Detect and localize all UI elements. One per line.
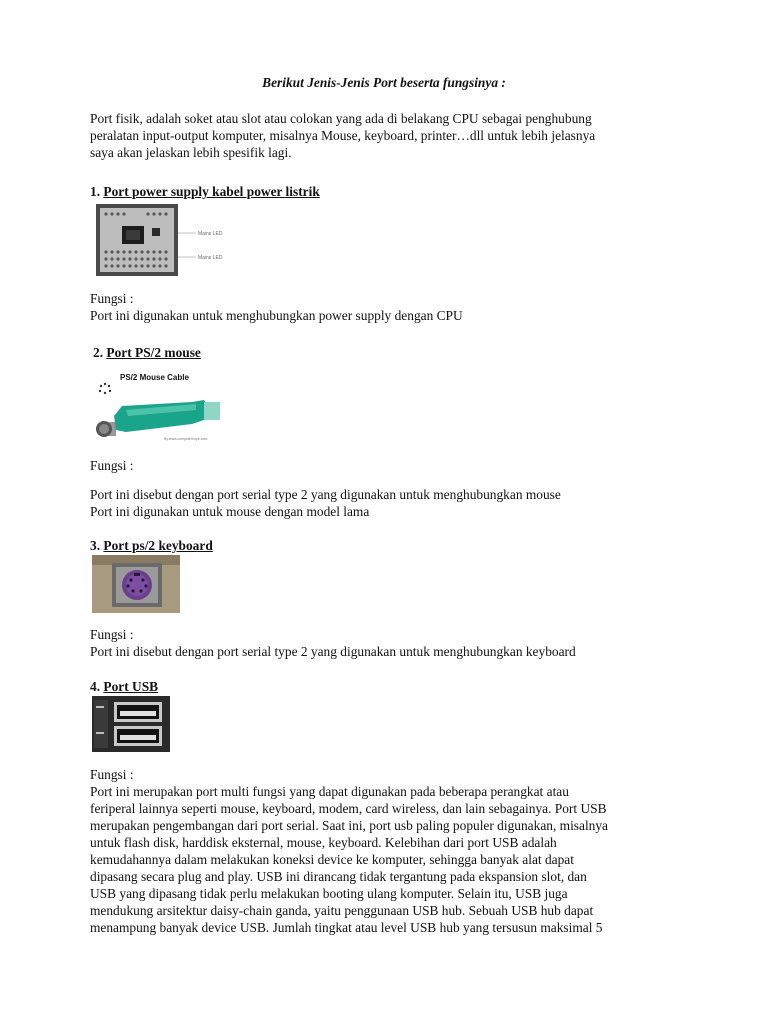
document-title: Berikut Jenis-Jenis Port beserta fungsinya : (262, 75, 506, 90)
image-label: Mains LED (198, 255, 223, 261)
ps2-keyboard-port-image (92, 555, 180, 613)
ps2-mouse-cable-image (92, 366, 220, 444)
body-line: dipasang secara plug and play. USB ini dirancang tidak tergantung pada ekspansion slot, dan (90, 869, 587, 884)
section-2-fungsi (90, 457, 690, 474)
intro-line: Port fisik, adalah soket atau slot atau colokan yang ada di belakang CPU sebagai penghubung (90, 111, 592, 126)
body-line: untuk flash disk, harddisk eksternal, mouse, keyboard. Kelebihan dari port USB adalah (90, 835, 557, 850)
power-supply-port-image (92, 202, 274, 277)
usb-port-image (92, 696, 170, 752)
image-label: Mains LED (198, 231, 223, 237)
section-number: 1. (90, 184, 101, 199)
body-line: kemudahannya dalam melakukan koneksi device ke komputer, sehingga banyak alat dapat (90, 852, 574, 867)
fungsi-label: Fungsi : (90, 291, 134, 306)
section-title: Port ps/2 keyboard (103, 538, 213, 553)
section-title: Port power supply kabel power listrik (103, 184, 320, 199)
intro-paragraph (90, 110, 690, 161)
image-credit: By:www.computerhope.com (164, 437, 208, 441)
intro-line: peralatan input-output komputer, misalnya Mouse, keyboard, printer…dll untuk lebih jelasnya (90, 128, 596, 143)
section-4-heading (90, 678, 158, 695)
body-line: mendukung arsitektur daisy-chain ganda, yaitu penggunaan USB hub. Sebuah USB hub dapat (90, 903, 594, 918)
fungsi-label: Fungsi : (90, 767, 134, 782)
section-title: Port USB (103, 679, 159, 694)
section-3-heading (90, 537, 213, 554)
body-line: USB yang dipasang tidak perlu melakukan booting ulang komputer. Selain itu, USB juga (90, 886, 568, 901)
body-line: Port ini digunakan untuk menghubungkan power supply dengan CPU (90, 308, 463, 323)
body-line: merupakan pengembangan dari port serial. Saat ini, port usb paling populer digunakan, misalnya (90, 818, 609, 833)
section-number: 4. (90, 679, 101, 694)
body-line: Port ini digunakan untuk mouse dengan model lama (90, 504, 370, 519)
body-line: menampung banyak device USB. Jumlah tingkat atau level USB hub yang tersusun maksimal 5 (90, 920, 603, 935)
section-2-body (90, 486, 690, 520)
body-line: Port ini disebut dengan port serial type 2 yang digunakan untuk menghubungkan keyboard (90, 644, 576, 659)
section-2-heading (93, 344, 201, 361)
fungsi-label: Fungsi : (90, 458, 134, 473)
section-number: 2. (93, 345, 104, 360)
intro-line: saya akan jelaskan lebih spesifik lagi. (90, 145, 292, 160)
image-label: PS/2 Mouse Cable (120, 373, 189, 382)
section-1-heading (90, 183, 320, 200)
section-1-body (90, 290, 690, 324)
section-4-body (90, 766, 690, 936)
fungsi-label: Fungsi : (90, 627, 134, 642)
section-3-body (90, 626, 690, 660)
body-line: Port ini merupakan port multi fungsi yang dapat digunakan pada beberapa perangkat atau (90, 784, 569, 799)
body-line: feriperal lainnya seperti mouse, keyboard, modem, card wireless, dan lain sebagainya. Port USB (90, 801, 607, 816)
section-title: Port PS/2 mouse (106, 345, 201, 360)
body-line: Port ini disebut dengan port serial type 2 yang digunakan untuk menghubungkan mouse (90, 487, 561, 502)
section-number: 3. (90, 538, 101, 553)
